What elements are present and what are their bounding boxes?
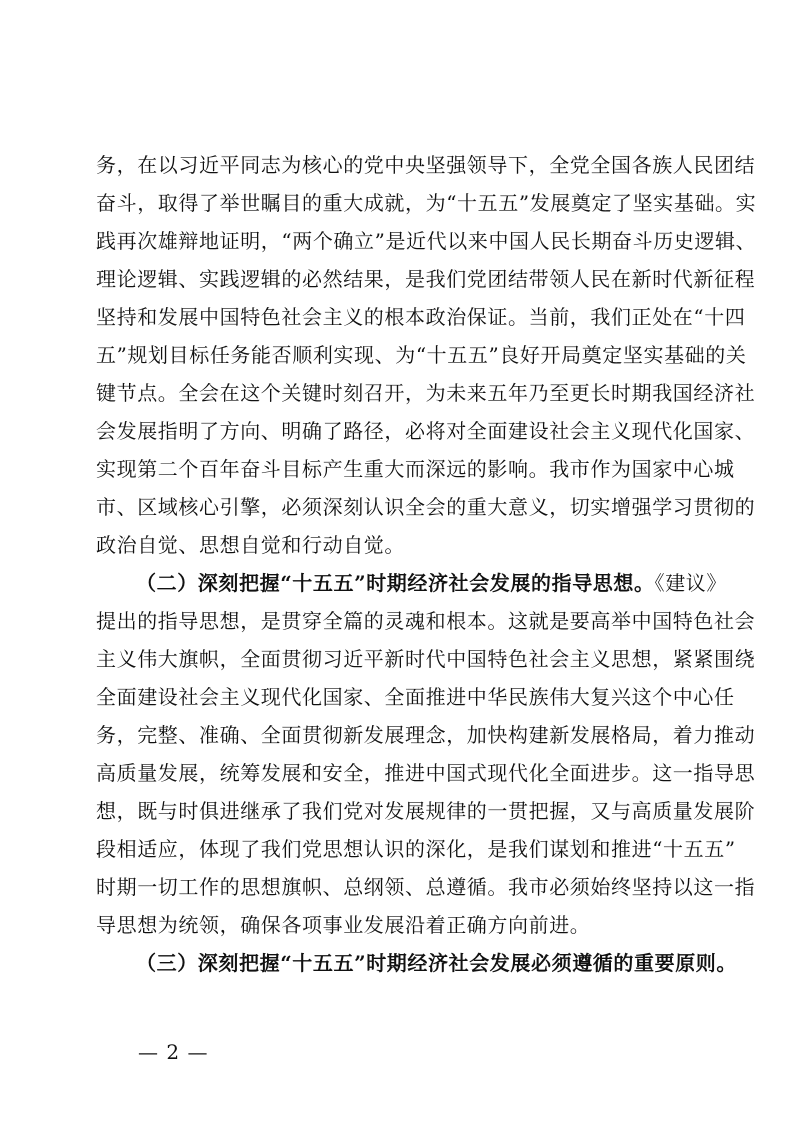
section-2-first-line-rest: 《建议》 <box>654 571 728 595</box>
paragraph-line: 践再次雄辩地证明，“两个确立”是近代以来中国人民长期奋斗历史逻辑、 <box>96 229 757 253</box>
paragraph-line: 主义伟大旗帜，全面贯彻习近平新时代中国特色社会主义思想，紧紧围绕 <box>96 647 756 671</box>
paragraph-line: 坚持和发展中国特色社会主义的根本政治保证。当前，我们正处在“十四 <box>96 305 746 329</box>
paragraph-line: 务，完整、准确、全面贯彻新发展理念，加快构建新发展格局，着力推动 <box>96 723 756 747</box>
paragraph-line: 会发展指明了方向、明确了路径，必将对全面建设社会主义现代化国家、 <box>96 419 756 443</box>
paragraph-line: 段相适应，体现了我们党思想认识的深化，是我们谋划和推进“十五五” <box>96 837 736 861</box>
paragraph-line: 务，在以习近平同志为核心的党中央坚强领导下，全党全国各族人民团结 <box>96 153 756 177</box>
paragraph-line: 想，既与时俱进继承了我们党对发展规律的一贯把握，又与高质量发展阶 <box>96 799 756 823</box>
paragraph-line: 导思想为统领，确保各项事业发展沿着正确方向前进。 <box>96 913 591 937</box>
paragraph-line: 奋斗，取得了举世瞩目的重大成就，为“十五五”发展奠定了坚实基础。实 <box>96 191 757 215</box>
section-2-first-line <box>136 571 728 595</box>
paragraph-line: 政治自觉、思想自觉和行动自觉。 <box>96 533 405 557</box>
paragraph-line: 时期一切工作的思想旗帜、总纲领、总遵循。我市必须始终坚持以这一指 <box>96 875 756 899</box>
paragraph-line: 实现第二个百年奋斗目标产生重大而深远的影响。我市作为国家中心城 <box>96 457 735 481</box>
paragraph-line: 市、区域核心引擎，必须深刻认识全会的重大意义，切实增强学习贯彻的 <box>96 495 756 519</box>
paragraph-line: 键节点。全会在这个关键时刻召开，为未来五年乃至更长时期我国经济社 <box>96 381 756 405</box>
paragraph-line: 理论逻辑、实践逻辑的必然结果，是我们党团结带领人民在新时代新征程 <box>96 267 756 291</box>
paragraph-line: 五”规划目标任务能否顺利实现、为“十五五”良好开局奠定坚实基础的关 <box>96 343 747 367</box>
paragraph-line: 高质量发展，统筹发展和安全，推进中国式现代化全面进步。这一指导思 <box>96 761 756 785</box>
paragraph-line: 全面建设社会主义现代化国家、全面推进中华民族伟大复兴这个中心任 <box>96 685 735 709</box>
page-number: — 2 — <box>138 1040 209 1064</box>
section-2-heading: （二）深刻把握“十五五”时期经济社会发展的指导思想。 <box>136 571 655 595</box>
section-3-heading: （三）深刻把握“十五五”时期经济社会发展必须遵循的重要原则。 <box>136 951 738 975</box>
paragraph-line: 提出的指导思想，是贯穿全篇的灵魂和根本。这就是要高举中国特色社会 <box>96 609 756 633</box>
